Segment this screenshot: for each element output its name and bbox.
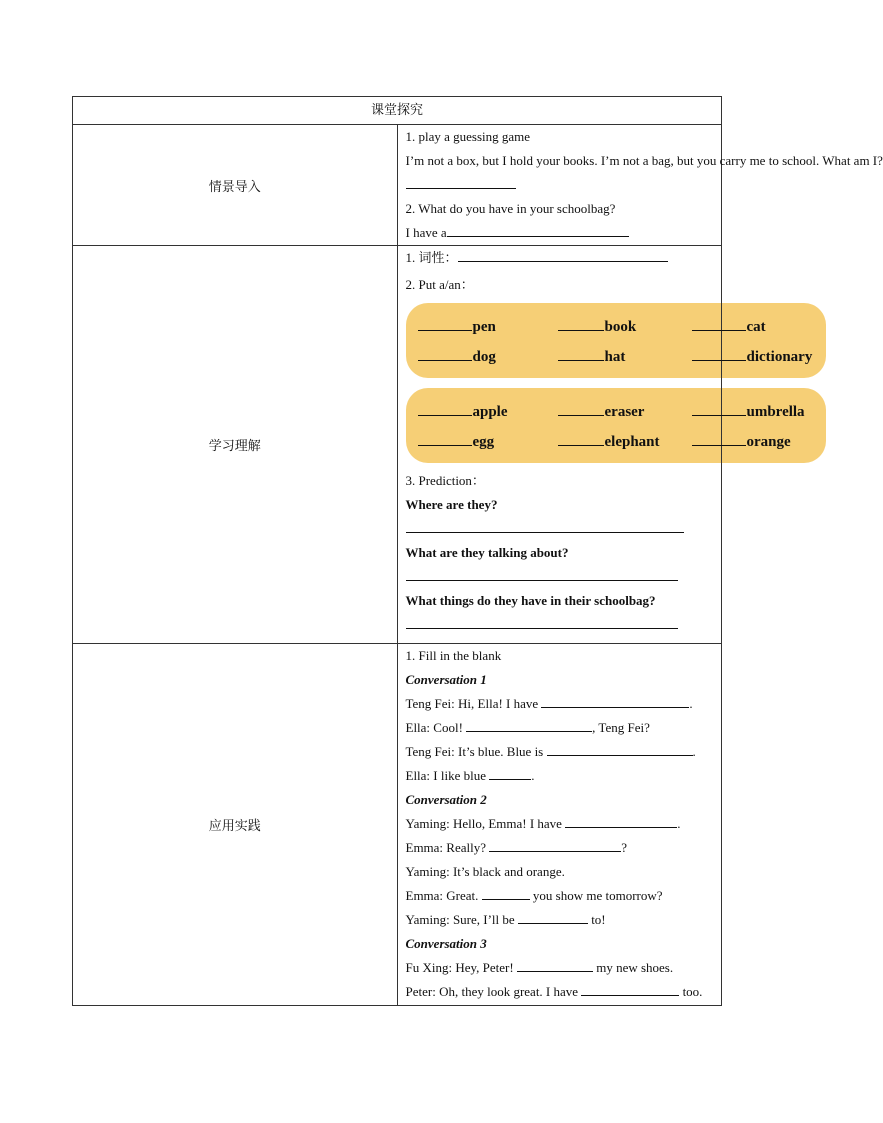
word-item[interactable]	[558, 318, 692, 336]
answer-blank[interactable]	[518, 909, 588, 924]
study-q1-blank[interactable]	[458, 247, 668, 262]
dialogue-text: .	[531, 768, 535, 783]
study-q1	[406, 246, 714, 270]
dialogue-text: Emma: Really?	[405, 840, 490, 855]
conversation-2-title: Conversation 2	[405, 792, 487, 807]
prediction-answer-1[interactable]	[406, 517, 714, 541]
dialogue-line	[406, 692, 714, 716]
word-label: cat	[746, 319, 766, 335]
dialogue-text: Emma: Great.	[405, 888, 482, 903]
word-label: apple	[472, 404, 508, 420]
box1-row-1	[406, 312, 826, 342]
intro-line-2: I’m not a box, but I hold your books. I’m not a bag, but you carry me to school. What am I?	[405, 153, 883, 168]
dialogue-text: Ella: Cool!	[405, 720, 467, 735]
intro-line-3: 2. What do you have in your schoolbag?	[405, 201, 616, 216]
study-q1-text: 1. 词性：	[405, 250, 458, 265]
conversation-3-title: Conversation 3	[405, 936, 487, 951]
answer-blank[interactable]	[547, 741, 693, 756]
section-content-intro	[397, 125, 883, 246]
table-header: 课堂探究	[73, 97, 722, 125]
answer-blank[interactable]	[517, 957, 593, 972]
answer-blank[interactable]	[489, 837, 621, 852]
prediction-question-1: Where are they?	[405, 497, 498, 512]
dialogue-text: .	[692, 744, 696, 759]
dialogue-text: Ella: I like blue	[405, 768, 490, 783]
box2-row-2	[406, 427, 826, 457]
dialogue-text: Yaming: Hello, Emma! I have	[405, 816, 566, 831]
dialogue-text: Teng Fei: Hi, Ella! I have	[405, 696, 542, 711]
dialogue-line	[406, 980, 714, 1004]
dialogue-text: ?	[621, 840, 628, 855]
word-label: hat	[604, 349, 626, 365]
dialogue-text: you show me tomorrow?	[529, 888, 663, 903]
prediction-question-3: What things do they have in their schoolbag?	[405, 593, 656, 608]
word-item[interactable]	[558, 403, 692, 421]
dialogue-text: Fu Xing: Hey, Peter!	[405, 960, 517, 975]
prediction-question-2: What are they talking about?	[405, 545, 569, 560]
word-label: dog	[472, 349, 496, 365]
word-item[interactable]	[692, 403, 826, 421]
word-label: pen	[472, 319, 496, 335]
dialogue-text: Teng Fei: It’s blue. Blue is	[405, 744, 547, 759]
intro-line-4-text: I have a	[405, 225, 447, 240]
prediction-answer-3[interactable]	[406, 613, 714, 637]
intro-answer-line[interactable]	[406, 173, 714, 197]
dialogue-line: Yaming: It’s black and orange.	[405, 864, 565, 879]
prediction-answer-2[interactable]	[406, 565, 714, 589]
dialogue-text: , Teng Fei?	[592, 720, 650, 735]
study-q2: 2. Put a/an：	[405, 277, 474, 292]
section-label-study: 学习理解	[73, 246, 398, 644]
dialogue-line	[406, 884, 714, 908]
worksheet-table	[72, 96, 883, 1006]
dialogue-text: .	[689, 696, 693, 711]
word-label: umbrella	[746, 404, 805, 420]
word-item[interactable]	[406, 403, 558, 421]
intro-line-1: 1. play a guessing game	[405, 129, 531, 144]
answer-blank[interactable]	[466, 717, 592, 732]
dialogue-line	[406, 836, 714, 860]
word-item[interactable]	[558, 348, 692, 366]
dialogue-text: Peter: Oh, they look great. I have	[405, 984, 582, 999]
conversation-1-title: Conversation 1	[405, 672, 487, 687]
word-label: dictionary	[746, 349, 813, 365]
answer-blank[interactable]	[581, 981, 679, 996]
dialogue-line	[406, 764, 714, 788]
word-item[interactable]	[406, 433, 558, 451]
answer-blank[interactable]	[489, 765, 531, 780]
word-item[interactable]	[692, 433, 826, 451]
section-label-intro: 情景导入	[73, 125, 398, 246]
word-label: elephant	[604, 434, 660, 450]
word-item[interactable]	[692, 348, 826, 366]
answer-blank[interactable]	[541, 693, 689, 708]
word-item[interactable]	[406, 318, 558, 336]
word-item[interactable]	[558, 433, 692, 451]
study-q3: 3. Prediction：	[405, 473, 485, 488]
article-box-2	[406, 388, 826, 463]
section-content-practice	[397, 644, 722, 1006]
section-content-study	[397, 246, 813, 644]
dialogue-line	[406, 740, 714, 764]
word-item[interactable]	[406, 348, 558, 366]
intro-line-4	[406, 221, 714, 245]
intro-answer-blank[interactable]	[447, 222, 629, 237]
article-box-1	[406, 303, 826, 378]
word-item[interactable]	[692, 318, 826, 336]
dialogue-text: to!	[587, 912, 606, 927]
dialogue-text: too.	[679, 984, 703, 999]
answer-blank[interactable]	[482, 885, 530, 900]
dialogue-text: Yaming: Sure, I’ll be	[405, 912, 518, 927]
dialogue-line	[406, 716, 714, 740]
dialogue-text: .	[677, 816, 681, 831]
word-label: egg	[472, 434, 495, 450]
word-label: book	[604, 319, 637, 335]
box1-row-2	[406, 342, 826, 372]
dialogue-line	[406, 812, 714, 836]
word-label: orange	[746, 434, 791, 450]
practice-title: 1. Fill in the blank	[405, 648, 502, 663]
dialogue-text: my new shoes.	[592, 960, 674, 975]
section-label-practice: 应用实践	[73, 644, 398, 1006]
dialogue-line	[406, 908, 714, 932]
answer-blank[interactable]	[565, 813, 677, 828]
dialogue-line	[406, 956, 714, 980]
box2-row-1	[406, 397, 826, 427]
word-label: eraser	[604, 404, 645, 420]
